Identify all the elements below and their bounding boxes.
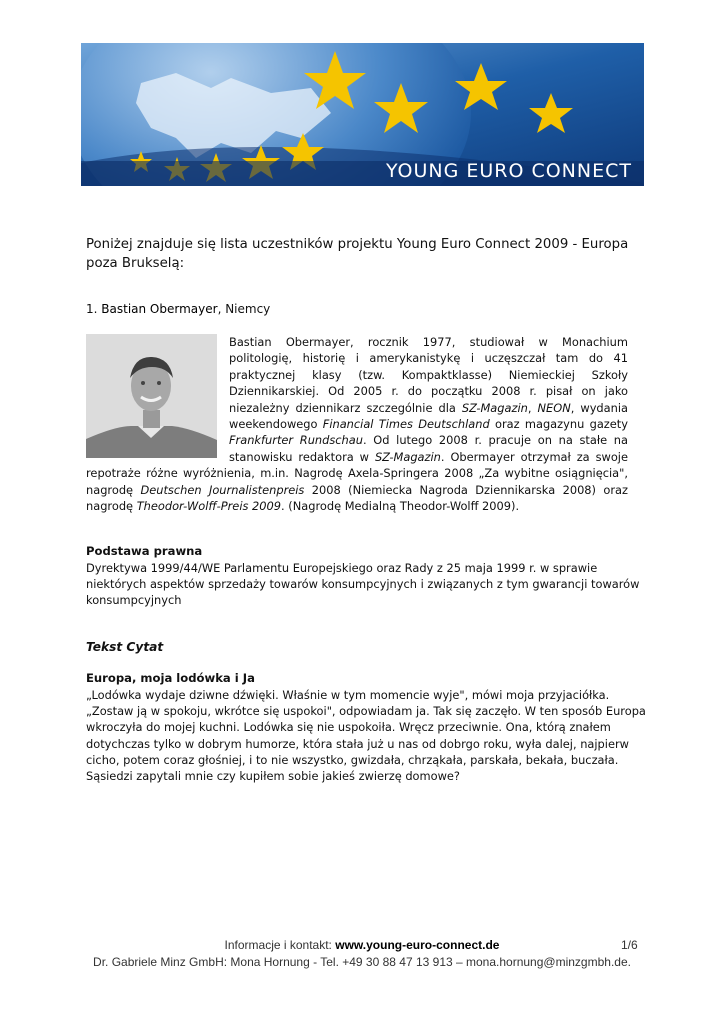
participant-name: Bastian Obermayer	[101, 302, 218, 316]
footer-address: Dr. Gabriele Minz GmbH: Mona Hornung - Tel. +49 30 88 47 13 913 – mona.hornung@minzgmbh.de.	[93, 955, 631, 969]
participant-bio: Bastian Obermayer, rocznik 1977, studiował w Monachium politologię, historię i amerykanistykę i uczęszczał tam do 41 praktycznej klasy (tzw. Kompaktklasse) Niemieckiej Szkoły Dziennikarskiej. Od 2005 r. do początku 2008 r. pisał on jako niezależny dziennikarz szczególnie dla SZ-Magazin, NEON, wydania weekendowego Financial Times Deutschland oraz magazynu gazety Frankfurter Rundschau. Od lutego 2008 r. pracuje on na stałe na stanowisku redaktora w SZ-Magazin. Obermayer otrzymał za swoje repotraże różne wyróżnienia, m.in. Nagrodę Axela-Springera 2008 „Za wybitne osiągnięcia", nagrodę Deutschen Journalistenpreis 2008 (Niemiecka Nagroda Dziennikarska 2008) oraz nagrodę Theodor-Wolff-Preis 2009. (Nagrodę Medialną Theodor-Wolff 2009).	[86, 335, 629, 514]
legal-basis-title: Podstawa prawna	[86, 544, 203, 558]
page-number: 1/6	[621, 938, 638, 952]
footer-contact-label: Informacje i kontakt:	[224, 938, 336, 952]
footer-website-link[interactable]: www.young-euro-connect.de	[335, 938, 500, 952]
legal-basis-text: Dyrektywa 1999/44/WE Parlamentu Europejskiego oraz Rady z 25 maja 1999 r. w sprawie niektórych aspektów sprzedaży towarów konsumpcyjnych i związanych z tym gwarancji towarów konsumpcyjnych	[86, 561, 640, 608]
portrait-photo	[86, 334, 217, 458]
participant-number: 1.	[86, 302, 98, 316]
participant-country: , Niemcy	[217, 302, 271, 316]
header-banner	[81, 43, 644, 186]
footer-contact	[0, 938, 724, 952]
story-title: Europa, moja lodówka i Ja	[86, 671, 255, 685]
story-text: „Lodówka wydaje dziwne dźwięki. Właśnie w tym momencie wyje", mówi moja przyjaciółka. „Zostaw ją w spokoju, wkrótce się uspokoi", odpowiadam ja. Tak się zaczęło. W ten sposób Europa wkroczyła do mojej kuchni. Lodówka się nie uspokoiła. Wręcz przeciwnie. Ona, którą znałem dotychczas tylko w dobrym humorze, która stała już u nas od dobrgo roku, wyła dalej, najpierw cicho, potem coraz głośniej, i to nie wszystko, gwizdała, chrząkała, parskała, bekała, buczała. Sąsiedzi zapytali mnie czy kupiłem sobie jakieś zwierzę domowe?	[86, 688, 646, 784]
banner-title: YOUNG EURO CONNECT	[385, 160, 632, 182]
participant-header	[86, 302, 270, 316]
quote-title: Tekst Cytat	[86, 640, 164, 654]
page-heading: Poniżej znajduje się lista uczestników projektu Young Euro Connect 2009 - Europa poza Brukselą:	[86, 237, 629, 271]
